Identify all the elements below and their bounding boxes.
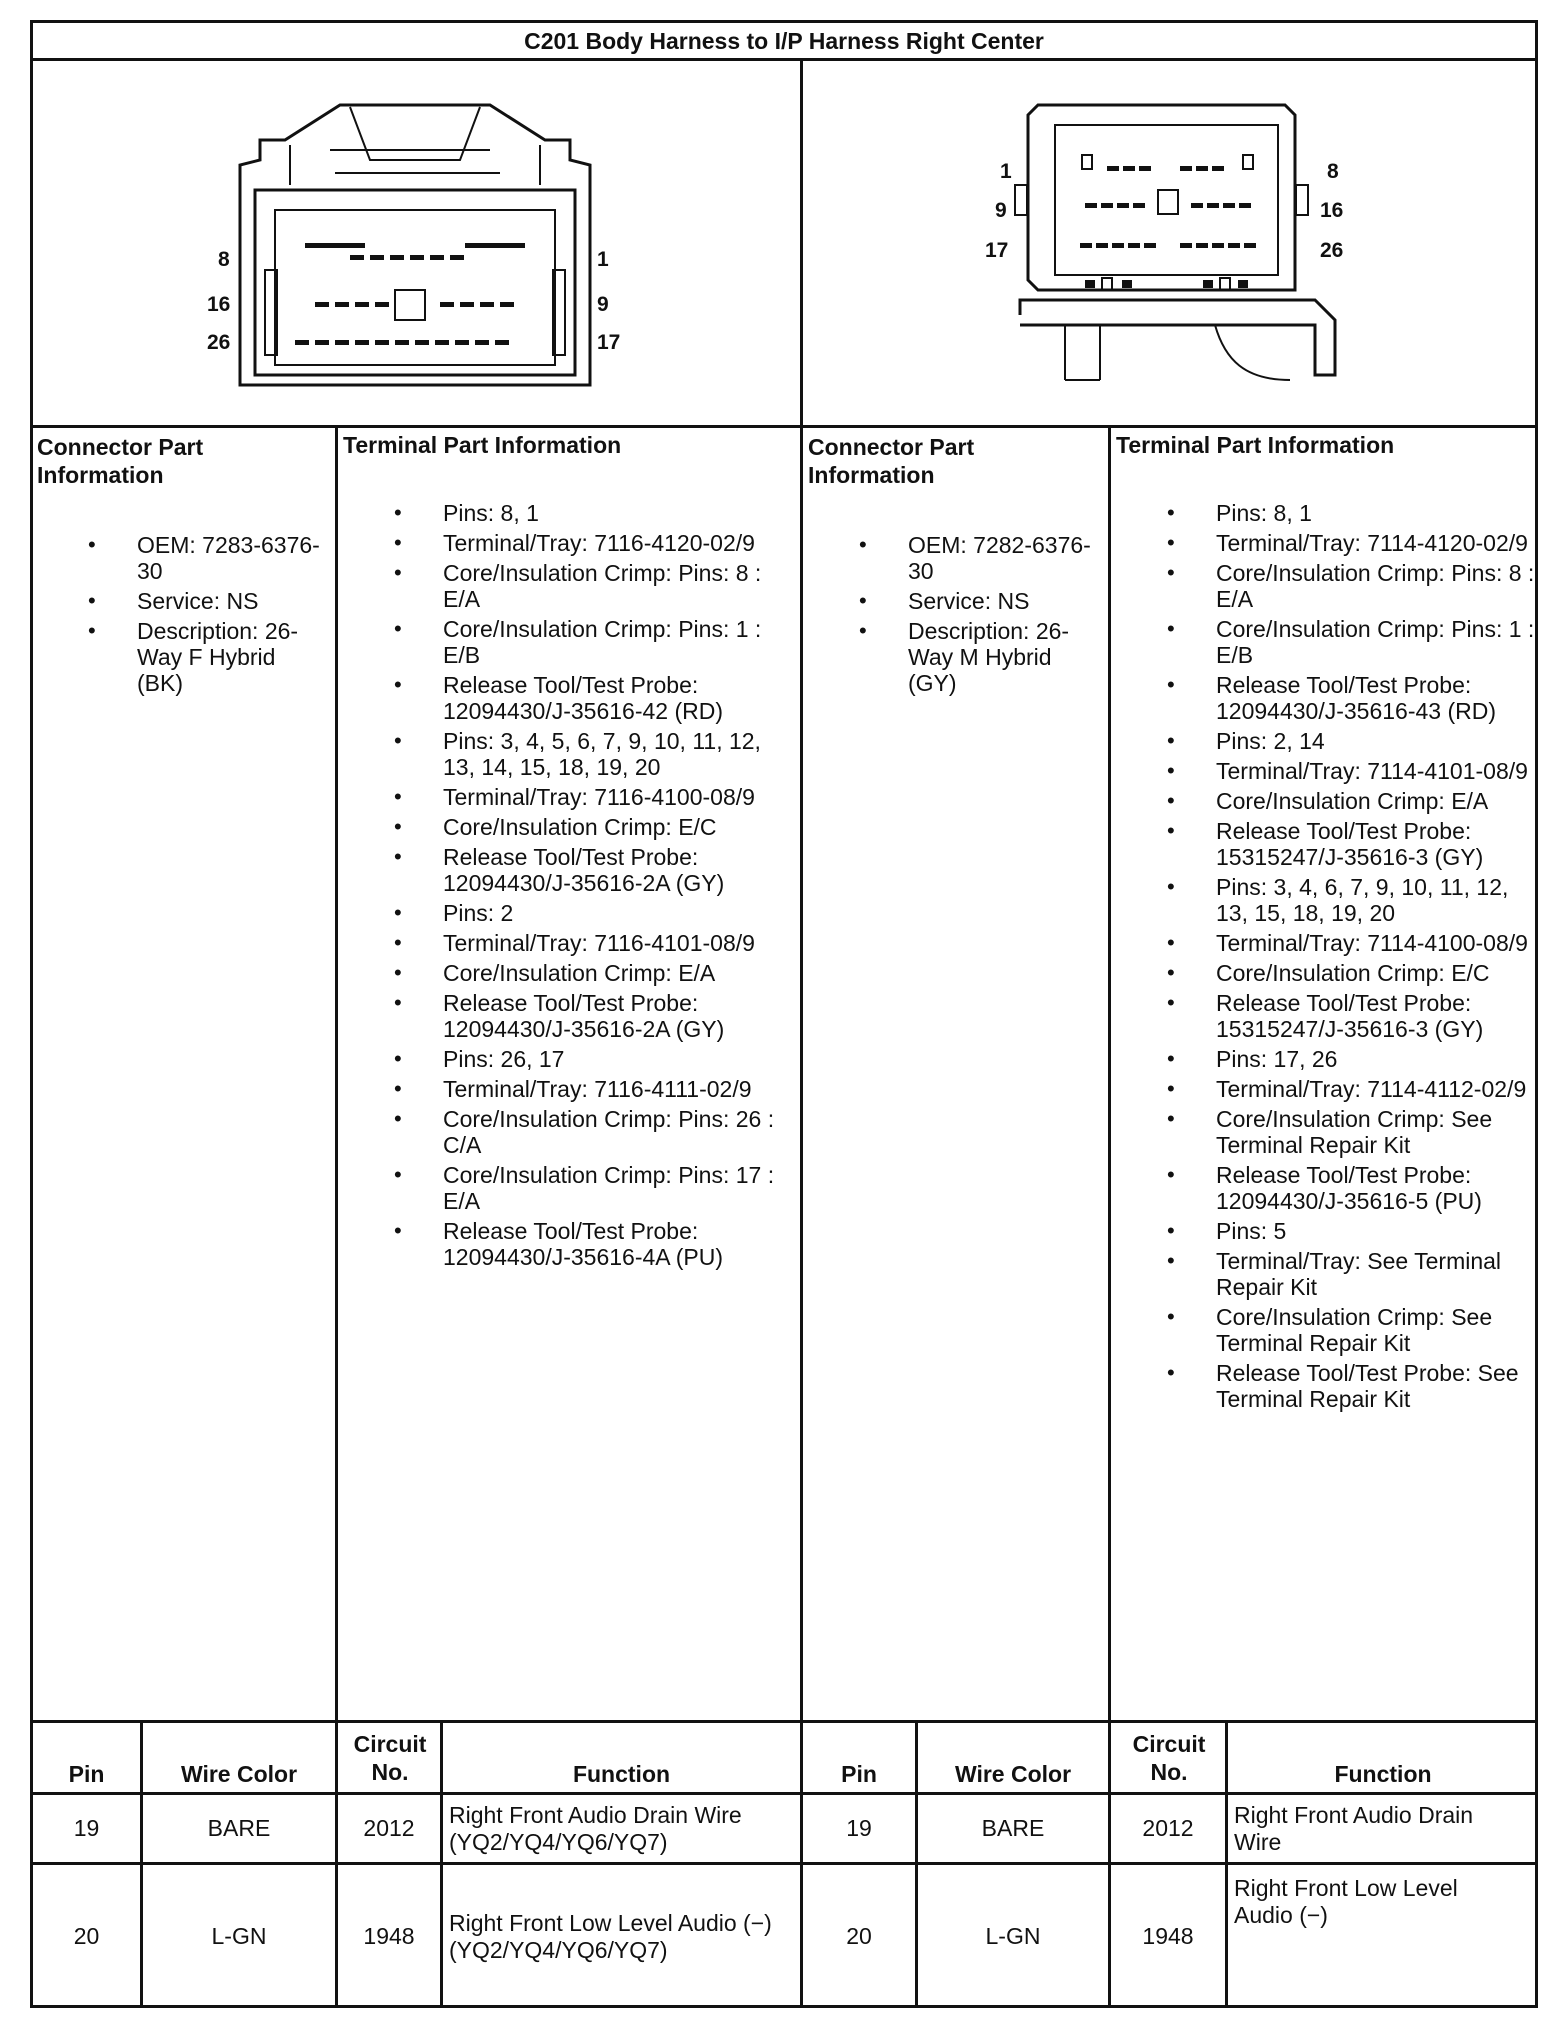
- table-cell-pin: 19: [73, 1815, 100, 1841]
- list-item: • Core/Insulation Crimp: Pins: 1 : E/B: [1116, 616, 1536, 668]
- table-cell-pin: 20: [846, 1923, 872, 1949]
- list-item: • Terminal/Tray: 7116-4111-02/9: [343, 1076, 798, 1102]
- page-title: C201 Body Harness to I/P Harness Right Center: [524, 28, 1044, 54]
- table-cell-wire-color: BARE: [207, 1815, 271, 1841]
- list-item: • Terminal/Tray: 7116-4120-02/9: [343, 530, 798, 556]
- list-item: • Release Tool/Test Probe: 15315247/J-35616-3 (GY): [1116, 990, 1536, 1042]
- terminal-group: [1116, 1218, 1536, 1412]
- table-cell-function: Right Front Low Level Audio (−) (YQ2/YQ4/YQ6/YQ7): [449, 1909, 772, 1963]
- column-header-wire-color: Wire Color: [180, 1761, 298, 1787]
- right-connector-part-header: Connector Part Information: [808, 434, 975, 488]
- column-header-circuit: Circuit No.: [1132, 1731, 1206, 1785]
- list-item: • Terminal/Tray: 7114-4112-02/9: [1116, 1076, 1536, 1102]
- male-connector-diagram: [985, 100, 1365, 390]
- divider: [800, 58, 803, 2008]
- table-cell-function: Right Front Audio Drain Wire: [1234, 1801, 1474, 1855]
- list-item: • Description: 26-Way M Hybrid (GY): [808, 618, 1100, 696]
- list-item: • Service: NS: [37, 588, 327, 614]
- pin-label-8: 8: [1327, 160, 1339, 183]
- column-header-function: Function: [572, 1761, 671, 1787]
- divider: [30, 58, 1538, 61]
- list-item: • Core/Insulation Crimp: E/A: [343, 960, 798, 986]
- table-cell-circuit: 1948: [1142, 1923, 1194, 1949]
- terminal-group: [343, 728, 798, 896]
- table-cell-function: Right Front Low Level Audio (−): [1234, 1875, 1458, 1928]
- table-cell-wire-color: L-GN: [211, 1923, 267, 1949]
- pin-label-9: 9: [597, 293, 609, 316]
- list-item: • Core/Insulation Crimp: E/C: [1116, 960, 1536, 986]
- table-cell-wire-color: L-GN: [985, 1923, 1041, 1949]
- pin-label-1: 1: [1000, 160, 1012, 183]
- list-item: • Core/Insulation Crimp: E/C: [343, 814, 798, 840]
- list-item: • OEM: 7283-6376-30: [37, 532, 327, 584]
- list-item: • Pins: 8, 1: [343, 500, 798, 526]
- right-terminal-groups: [1116, 500, 1536, 1416]
- list-item: • Pins: 8, 1: [1116, 500, 1536, 526]
- list-item: • Pins: 3, 4, 6, 7, 9, 10, 11, 12, 13, 15, 18, 19, 20: [1116, 874, 1536, 926]
- list-item: • Core/Insulation Crimp: Pins: 8 : E/A: [343, 560, 798, 612]
- list-item: • Release Tool/Test Probe: 12094430/J-35616-5 (PU): [1116, 1162, 1536, 1214]
- right-terminal-part-header: Terminal Part Information: [1116, 432, 1395, 458]
- divider: [335, 425, 338, 2008]
- table-cell-circuit: 1948: [363, 1923, 415, 1949]
- list-item: • OEM: 7282-6376-30: [808, 532, 1100, 584]
- list-item: • Terminal/Tray: 7114-4100-08/9: [1116, 930, 1536, 956]
- column-header-circuit: Circuit No.: [353, 1731, 427, 1785]
- list-item: • Pins: 26, 17: [343, 1046, 798, 1072]
- list-item: • Terminal/Tray: 7116-4100-08/9: [343, 784, 798, 810]
- pin-label-26: 26: [207, 331, 231, 354]
- female-connector-diagram: [200, 95, 620, 395]
- list-item: • Pins: 2: [343, 900, 798, 926]
- terminal-group: [343, 900, 798, 1042]
- list-item: • Core/Insulation Crimp: Pins: 1 : E/B: [343, 616, 798, 668]
- left-terminal-groups: [343, 500, 798, 1274]
- pin-label-1: 1: [597, 248, 609, 271]
- list-item: • Core/Insulation Crimp: See Terminal Repair Kit: [1116, 1106, 1536, 1158]
- column-header-pin: Pin: [841, 1761, 877, 1787]
- list-item: • Description: 26-Way F Hybrid (BK): [37, 618, 327, 696]
- terminal-group: [1116, 874, 1536, 1042]
- table-cell-function: Right Front Audio Drain Wire (YQ2/YQ4/YQ6/YQ7): [449, 1801, 742, 1855]
- list-item: • Pins: 3, 4, 5, 6, 7, 9, 10, 11, 12, 13, 14, 15, 18, 19, 20: [343, 728, 798, 780]
- column-header-pin: Pin: [68, 1761, 105, 1787]
- list-item: • Terminal/Tray: 7114-4120-02/9: [1116, 530, 1536, 556]
- list-item: • Terminal/Tray: 7116-4101-08/9: [343, 930, 798, 956]
- terminal-group: [343, 500, 798, 724]
- terminal-group: [1116, 728, 1536, 870]
- left-connector-part-list: [37, 532, 327, 700]
- list-item: • Core/Insulation Crimp: Pins: 17 : E/A: [343, 1162, 798, 1214]
- list-item: • Pins: 2, 14: [1116, 728, 1536, 754]
- left-connector-part-header: Connector Part Information: [37, 434, 204, 488]
- pin-label-17: 17: [985, 239, 1009, 262]
- column-header-function: Function: [1334, 1761, 1432, 1787]
- table-cell-pin: 20: [73, 1923, 100, 1949]
- terminal-group: [343, 1046, 798, 1270]
- list-item: • Release Tool/Test Probe: 12094430/J-35616-4A (PU): [343, 1218, 798, 1270]
- list-item: • Pins: 17, 26: [1116, 1046, 1536, 1072]
- list-item: • Terminal/Tray: See Terminal Repair Kit: [1116, 1248, 1536, 1300]
- terminal-group: [1116, 1046, 1536, 1214]
- terminal-group: [1116, 500, 1536, 724]
- divider: [30, 425, 1538, 428]
- list-item: • Core/Insulation Crimp: Pins: 8 : E/A: [1116, 560, 1536, 612]
- table-cell-pin: 19: [846, 1815, 872, 1841]
- pin-label-8: 8: [218, 248, 230, 271]
- list-item: • Core/Insulation Crimp: E/A: [1116, 788, 1536, 814]
- left-terminal-part-header: Terminal Part Information: [343, 432, 622, 458]
- list-item: • Core/Insulation Crimp: Pins: 26 : C/A: [343, 1106, 798, 1158]
- pin-label-16: 16: [207, 293, 231, 316]
- list-item: • Pins: 5: [1116, 1218, 1536, 1244]
- pin-label-26: 26: [1320, 239, 1344, 262]
- list-item: • Release Tool/Test Probe: 12094430/J-35616-2A (GY): [343, 844, 798, 896]
- pin-label-17: 17: [597, 331, 620, 354]
- list-item: • Release Tool/Test Probe: 15315247/J-35616-3 (GY): [1116, 818, 1536, 870]
- list-item: • Terminal/Tray: 7114-4101-08/9: [1116, 758, 1536, 784]
- list-item: • Release Tool/Test Probe: 12094430/J-35616-43 (RD): [1116, 672, 1536, 724]
- list-item: • Release Tool/Test Probe: 12094430/J-35616-42 (RD): [343, 672, 798, 724]
- divider: [1108, 425, 1111, 2008]
- table-cell-wire-color: BARE: [981, 1815, 1045, 1841]
- table-cell-circuit: 2012: [363, 1815, 415, 1841]
- list-item: • Core/Insulation Crimp: See Terminal Repair Kit: [1116, 1304, 1536, 1356]
- pin-label-9: 9: [995, 199, 1007, 222]
- divider: [30, 1720, 1538, 1723]
- pin-label-16: 16: [1320, 199, 1344, 222]
- list-item: • Release Tool/Test Probe: See Terminal Repair Kit: [1116, 1360, 1536, 1412]
- right-connector-part-list: [808, 532, 1100, 700]
- table-cell-circuit: 2012: [1142, 1815, 1194, 1841]
- list-item: • Service: NS: [808, 588, 1100, 614]
- column-header-wire-color: Wire Color: [954, 1761, 1072, 1787]
- list-item: • Release Tool/Test Probe: 12094430/J-35616-2A (GY): [343, 990, 798, 1042]
